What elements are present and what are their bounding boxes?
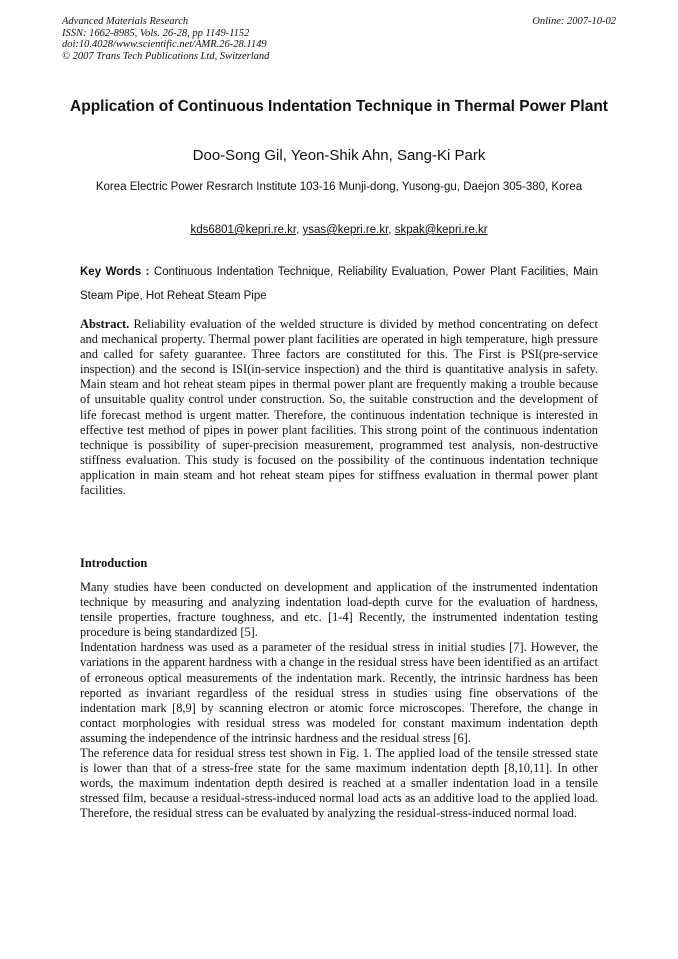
copyright-line: © 2007 Trans Tech Publications Ltd, Switzerland — [62, 50, 270, 62]
journal-header — [62, 16, 616, 62]
email-list — [80, 223, 598, 237]
online-date: Online: 2007-10-02 — [532, 16, 616, 27]
abstract-text: Reliability evaluation of the welded structure is divided by method concentrating on defect and mechanical property. Thermal power plant facilities are operated in high temperature, high pressure and called for safety guarantee. Three factors are constituted for this. The First is PSI(pre-service inspection) and the second is ISI(in-service inspection) and the third is quantitative analysis in safety. Main steam and hot reheat steam pipes in thermal power plant are frequently making a trouble because of unsuitable quality control under construction. So, the suitable construction and the development of life forecast method is urgent matter. Therefore, the continuous indentation technique is interested in effective test method of pipes in power plant facilities. This strong point of the continuous indentation technique is possibility of super-precision measurement, programmed test analysis, non-destructive stiffness evaluation. This study is focused on the possibility of the continuous indentation technique application in main steam and hot reheat steam pipes for stiffness evaluation in thermal power plant facilities. — [80, 317, 598, 498]
keywords-label: Key Words : — [80, 266, 150, 278]
keywords-text: Continuous Indentation Technique, Reliability Evaluation, Power Plant Facilities, Main Steam Pipe, Hot Reheat Steam Pipe — [80, 266, 598, 302]
doi-line: doi:10.4028/www.scientific.net/AMR.26-28.1149 — [62, 39, 267, 50]
introduction-body — [80, 580, 598, 822]
intro-paragraph: The reference data for residual stress test shown in Fig. 1. The applied load of the tensile stressed state is lower than that of a stress-free state for the same maximum indentation depth [8,10,11]. In other words, the maximum indentation depth desired is reached at a smaller indentation load in a tensile stressed film, because a residual-stress-induced normal load acts as an additive load to the applied load. Therefore, the residual stress can be evaluated by analyzing the residual-stress-induced normal load. — [80, 746, 598, 821]
keywords-block — [80, 260, 598, 308]
affiliation: Korea Electric Power Resrarch Institute 103-16 Munji-dong, Yusong-gu, Daejon 305-380, Korea — [95, 181, 583, 193]
email-link-gil[interactable]: kds6801@kepri.re.kr — [190, 224, 297, 236]
paper-title: Application of Continuous Indentation Technique in Thermal Power Plant — [70, 98, 608, 115]
email-link-ahn[interactable]: ysas@kepri.re.kr — [302, 224, 389, 236]
introduction-heading: Introduction — [80, 556, 148, 570]
email-separator: , — [296, 224, 303, 236]
intro-paragraph: Many studies have been conducted on development and application of the instrumented indentation technique by measuring and analyzing indentation load-depth curve for the evaluation of hardness, tensile properties, fracture toughness, and etc. [1-4] Recently, the instrumented indentation testing procedure is being standardized [5]. — [80, 580, 598, 640]
email-link-park[interactable]: skpak@kepri.re.kr — [394, 224, 488, 236]
abstract-block — [80, 317, 598, 498]
abstract-label: Abstract. — [80, 317, 130, 331]
issn-line: ISSN: 1662-8985, Vols. 26-28, pp 1149-1152 — [62, 27, 250, 39]
intro-paragraph: Indentation hardness was used as a parameter of the residual stress in initial studies [7]. However, the variations in the apparent hardness with a change in the residual stress have been identified as an artifact of erroneous optical measurements of the indentation mark. Recently, the intrinsic hardness has been reported as invariant regardless of the residual stress in studies using fine observations of the indentation mark [8,9] by scanning electron or atomic force microscopes. Therefore, the change in contact morphologies with residual stress was modeled for constant maximum indentation depth assuming the independence of the intrinsic hardness and the residual stress [6]. — [80, 640, 598, 745]
author-list: Doo-Song Gil, Yeon-Shik Ahn, Sang-Ki Park — [192, 147, 486, 164]
journal-name: Advanced Materials Research — [62, 16, 189, 27]
email-separator: , — [388, 224, 395, 236]
